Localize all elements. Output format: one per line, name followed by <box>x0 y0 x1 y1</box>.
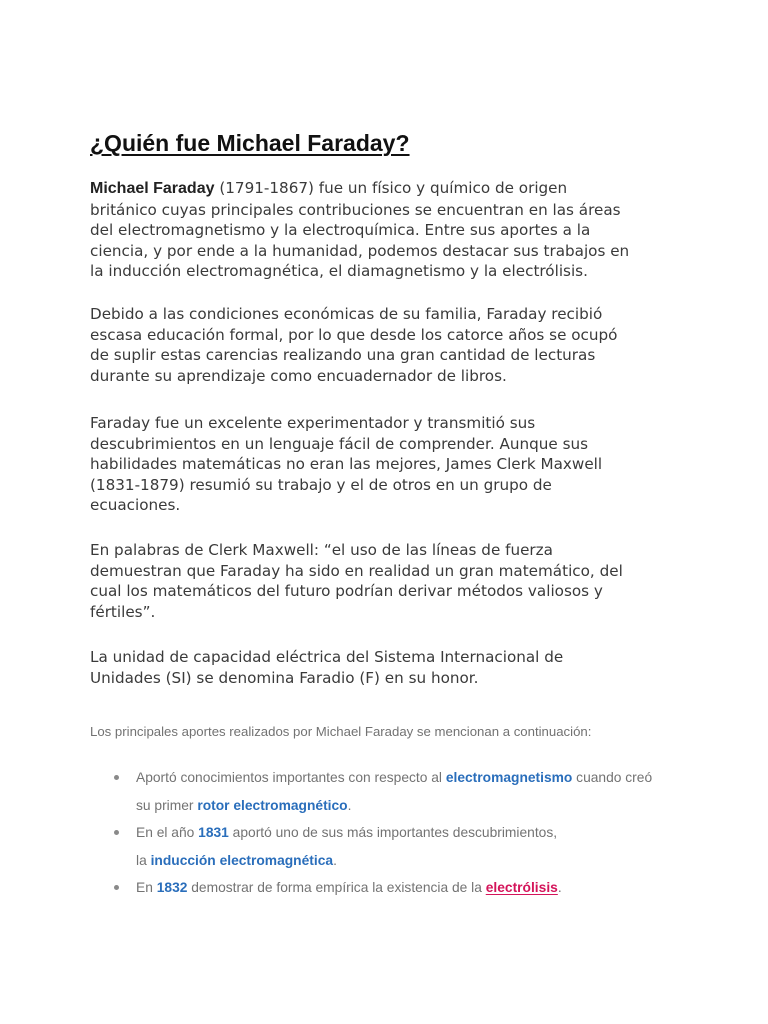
paragraph-line: fértiles”. <box>90 602 156 621</box>
bullet-dot-icon <box>114 830 119 835</box>
keyword-link[interactable]: inducción electromagnética <box>150 853 334 868</box>
paragraph-line: durante su aprendizaje como encuadernador de libros. <box>90 366 507 385</box>
paragraph-line: (1831-1879) resumió su trabajo y el de otros en un grupo de <box>90 475 552 494</box>
list-item <box>136 764 696 820</box>
list-item-line <box>136 847 696 875</box>
list-item-text: aportó uno de sus más importantes descubrimientos, <box>228 825 558 840</box>
list-item-text: En <box>136 880 157 895</box>
paragraph-line: la inducción electromagnética, el diamagnetismo y la electrólisis. <box>90 262 588 281</box>
list-item-text: En el año <box>136 825 199 840</box>
paragraph-line: En palabras de Clerk Maxwell: “el uso de las líneas de fuerza <box>90 541 553 559</box>
list-item-line <box>136 874 696 902</box>
bold-name: Michael Faraday <box>90 180 215 197</box>
paragraph-intro <box>90 178 690 282</box>
keyword-link[interactable]: electromagnetismo <box>445 770 573 785</box>
contributions-intro: Los principales aportes realizados por Michael Faraday se mencionan a continuación: <box>90 724 592 739</box>
list-item-line <box>136 792 696 820</box>
list-item-text: cuando creó <box>572 770 653 785</box>
keyword-link[interactable]: rotor electromagnético <box>197 798 348 813</box>
paragraph-line: Debido a las condiciones económicas de su familia, Faraday recibió <box>90 305 603 323</box>
list-item-text: la <box>136 853 151 868</box>
paragraph-line: Faraday fue un excelente experimentador y transmitió sus <box>90 414 536 432</box>
list-item-line <box>136 819 696 847</box>
paragraph-line: del electromagnetismo y la electroquímica. Entre sus aportes a la <box>90 221 591 240</box>
paragraph-line: escasa educación formal, por lo que desde los catorce años se ocupó <box>90 325 618 344</box>
paragraph-text: (1791-1867) fue un físico y químico de origen <box>214 179 568 197</box>
paragraph-line: demuestran que Faraday ha sido en realidad un gran matemático, del <box>90 561 623 580</box>
list-item-text: . <box>347 798 352 813</box>
list-item-line <box>136 764 696 792</box>
list-item <box>136 819 696 875</box>
paragraph-line: La unidad de capacidad eléctrica del Sistema Internacional de <box>90 648 564 666</box>
paragraph-line: ciencia, y por ende a la humanidad, podemos destacar sus trabajos en <box>90 241 630 260</box>
keyword-link[interactable]: 1832 <box>156 880 188 895</box>
paragraph-line: cual los matemáticos del futuro podrían derivar métodos valiosos y <box>90 582 603 601</box>
paragraph-faradio <box>90 647 690 688</box>
paragraph-maxwell-quote <box>90 540 690 622</box>
paragraph-line: de suplir estas carencias realizando una gran cantidad de lecturas <box>90 346 596 365</box>
list-item-text: Aportó conocimientos importantes con respecto al <box>136 770 446 785</box>
paragraph-line: ecuaciones. <box>90 496 181 515</box>
list-item-text: demostrar de forma empírica la existencia de la <box>187 880 486 895</box>
page-title: ¿Quién fue Michael Faraday? <box>90 130 410 156</box>
paragraph-education <box>90 304 690 386</box>
list-item-text: . <box>333 853 337 868</box>
bullet-dot-icon <box>114 775 119 780</box>
paragraph-line: descubrimientos en un lenguaje fácil de comprender. Aunque sus <box>90 434 589 453</box>
list-item-text: . <box>557 880 562 895</box>
paragraph-line <box>90 178 690 200</box>
paragraph-line: habilidades matemáticas no eran las mejores, James Clerk Maxwell <box>90 455 603 474</box>
bullet-dot-icon <box>114 885 119 890</box>
paragraph-line: Unidades (SI) se denomina Faradio (F) en su honor. <box>90 668 479 687</box>
keyword-link[interactable]: 1831 <box>198 825 229 840</box>
list-item-text: su primer <box>136 798 198 813</box>
paragraph-line: británico cuyas principales contribuciones se encuentran en las áreas <box>90 200 621 219</box>
paragraph-experimenter <box>90 413 690 516</box>
list-item <box>136 874 696 902</box>
keyword-link-electrolisis[interactable]: electrólisis <box>485 880 558 895</box>
